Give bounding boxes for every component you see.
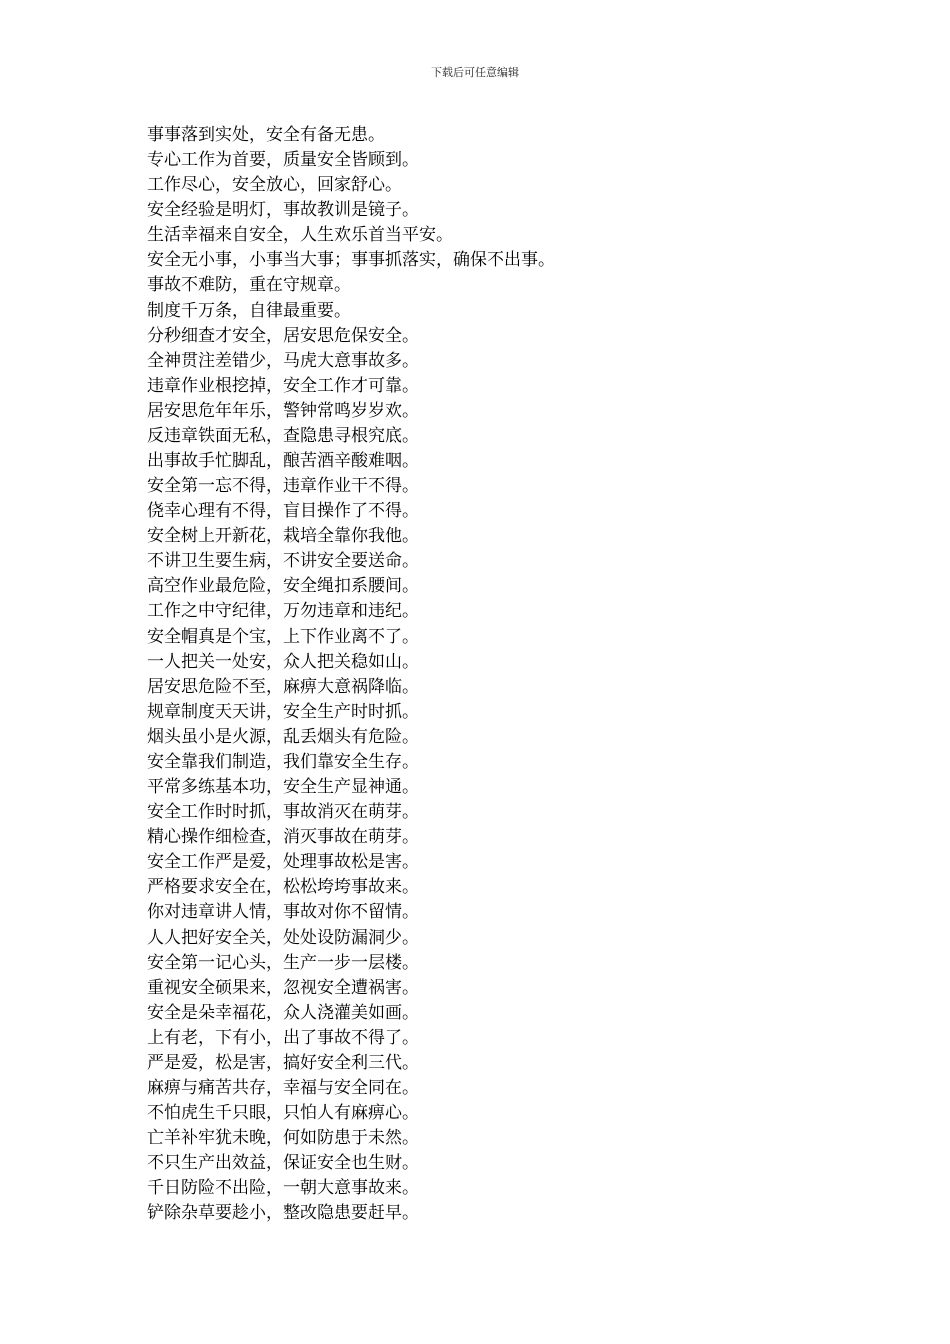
slogan-line: 精心操作细检查，消灭事故在萌芽。	[147, 827, 419, 848]
slogan-line: 事事落到实处，安全有备无患。	[147, 125, 385, 145]
slogan-line: 安全第一记心头，生产一步一层楼。	[147, 952, 419, 973]
slogan-line: 侥幸心理有不得，盲目操作了不得。	[147, 501, 419, 522]
slogan-line: 一人把关一处安，众人把关稳如山。	[147, 651, 419, 672]
slogan-line: 重视安全硕果来，忽视安全遭祸害。	[147, 977, 419, 998]
slogan-line: 居安思危年年乐，警钟常鸣岁岁欢。	[147, 400, 419, 421]
slogan-line: 千日防险不出险，一朝大意事故来。	[147, 1178, 419, 1199]
slogan-list	[147, 123, 555, 1226]
slogan-line: 安全第一忘不得，违章作业干不得。	[147, 476, 419, 497]
slogan-line: 专心工作为首要，质量安全皆顾到。	[147, 150, 419, 171]
slogan-line: 严格要求安全在，松松垮垮事故来。	[147, 877, 419, 898]
slogan-line: 不讲卫生要生病，不讲安全要送命。	[147, 551, 419, 572]
slogan-line: 平常多练基本功，安全生产显神通。	[147, 777, 419, 798]
slogan-line: 安全工作时时抓，事故消灭在萌芽。	[147, 802, 419, 823]
slogan-line: 全神贯注差错少，马虎大意事故多。	[147, 350, 419, 371]
slogan-line: 居安思危险不至，麻痹大意祸降临。	[147, 676, 419, 697]
slogan-line: 生活幸福来自安全，人生欢乐首当平安。	[147, 225, 453, 246]
slogan-line: 规章制度天天讲，安全生产时时抓。	[147, 701, 419, 722]
slogan-line: 安全无小事，小事当大事；事事抓落实，确保不出事。	[147, 250, 555, 271]
slogan-line: 工作之中守纪律，万勿违章和违纪。	[147, 601, 419, 622]
slogan-line: 安全经验是明灯，事故教训是镜子。	[147, 200, 419, 221]
slogan-line: 安全靠我们制造，我们靠安全生存。	[147, 751, 419, 772]
slogan-line: 严是爱，松是害，搞好安全利三代。	[147, 1052, 419, 1073]
slogan-line: 麻痹与痛苦共存，幸福与安全同在。	[147, 1077, 419, 1098]
slogan-line: 人人把好安全关，处处设防漏洞少。	[147, 927, 419, 948]
page-header-note: 下载后可任意编辑	[431, 66, 519, 79]
slogan-line: 上有老，下有小，出了事故不得了。	[147, 1027, 419, 1048]
slogan-line: 违章作业根挖掉，安全工作才可靠。	[147, 375, 419, 396]
slogan-line: 高空作业最危险，安全绳扣系腰间。	[147, 576, 419, 597]
slogan-line: 铲除杂草要趁小，整改隐患要赶早。	[147, 1203, 419, 1224]
slogan-line: 安全工作严是爱，处理事故松是害。	[147, 852, 419, 873]
slogan-line: 分秒细查才安全，居安思危保安全。	[147, 325, 419, 346]
slogan-line: 事故不难防，重在守规章。	[147, 275, 351, 296]
slogan-line: 烟头虽小是火源，乱丢烟头有危险。	[147, 726, 419, 747]
slogan-line: 安全是朵幸福花，众人浇灌美如画。	[147, 1002, 419, 1023]
slogan-line: 不只生产出效益，保证安全也生财。	[147, 1153, 419, 1174]
slogan-line: 制度千万条，自律最重要。	[147, 300, 351, 321]
slogan-line: 你对违章讲人情，事故对你不留情。	[147, 902, 419, 923]
slogan-line: 安全帽真是个宝，上下作业离不了。	[147, 626, 419, 647]
slogan-line: 不怕虎生千只眼，只怕人有麻痹心。	[147, 1103, 419, 1124]
slogan-line: 亡羊补牢犹未晚，何如防患于未然。	[147, 1128, 419, 1149]
slogan-line: 反违章铁面无私，查隐患寻根究底。	[147, 425, 419, 446]
slogan-line: 安全树上开新花，栽培全靠你我他。	[147, 526, 419, 547]
slogan-line: 工作尽心，安全放心，回家舒心。	[147, 175, 402, 196]
slogan-line: 出事故手忙脚乱，酿苦酒辛酸难咽。	[147, 451, 419, 472]
